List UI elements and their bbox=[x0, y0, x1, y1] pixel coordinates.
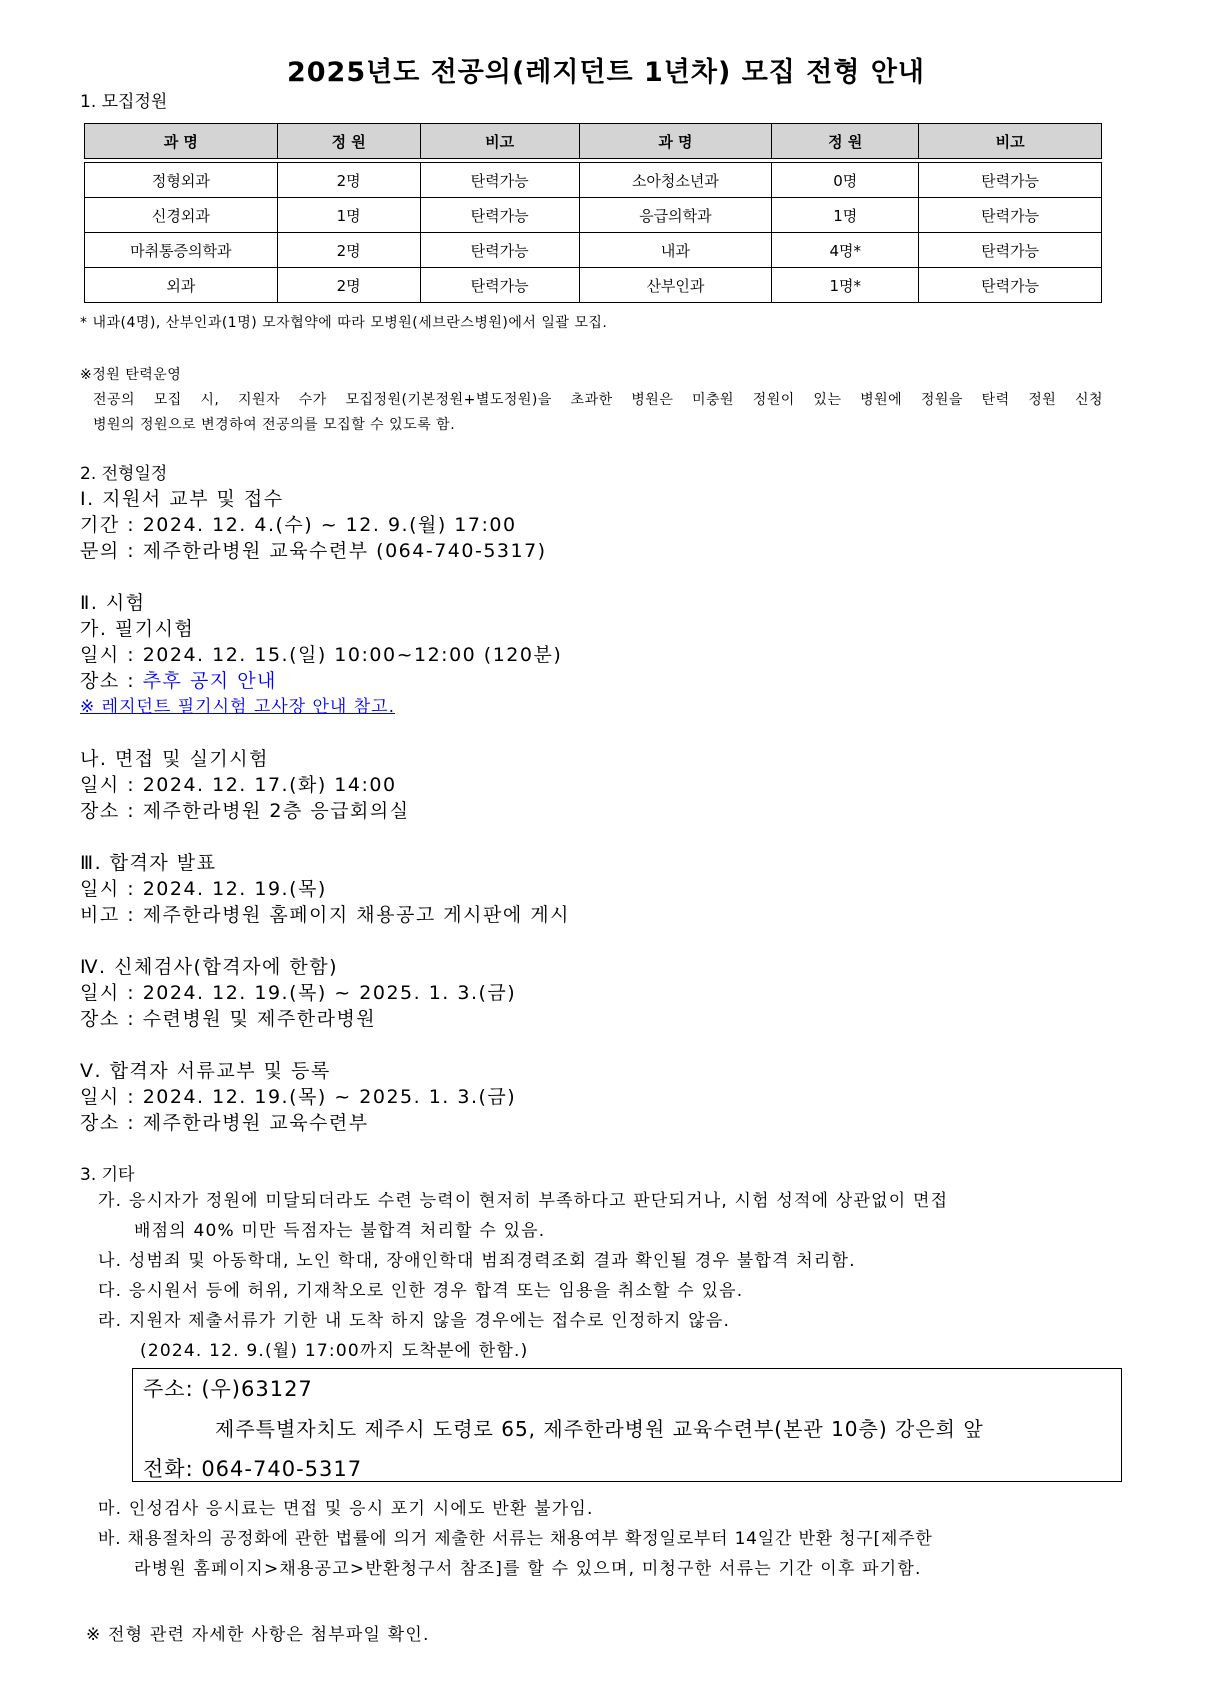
table-cell: 탄력가능 bbox=[919, 268, 1102, 303]
flex-operation-title: ※정원 탄력운영 bbox=[80, 367, 182, 383]
quota-footnote: * 내과(4명), 산부인과(1명) 모자협약에 따라 모병원(세브란스병원)에서 일괄 모집. bbox=[80, 315, 608, 331]
address-postcode: 주소: (우)63127 bbox=[143, 1377, 313, 1401]
address-line: 제주특별자치도 제주시 도령로 65, 제주한라병원 교육수련부(본관 10층) 강은희 앞 bbox=[215, 1417, 984, 1441]
note-ra-line-1: 라. 지원자 제출서류가 기한 내 도착 하지 않을 경우에는 접수로 인정하지 않음. bbox=[98, 1311, 731, 1331]
section-1-heading: 1. 모집정원 bbox=[80, 92, 168, 112]
table-row bbox=[85, 163, 1102, 198]
step-1-title: Ⅰ. 지원서 교부 및 접수 bbox=[80, 488, 284, 510]
physical-exam-place: 장소 : 수련병원 및 제주한라병원 bbox=[80, 1008, 377, 1030]
table-cell: 탄력가능 bbox=[420, 233, 579, 268]
exam-venue-link[interactable]: ※ 레지던트 필기시험 고사장 안내 참고. bbox=[80, 697, 395, 717]
table-cell: 탄력가능 bbox=[420, 268, 579, 303]
section-2-heading: 2. 전형일정 bbox=[80, 464, 168, 484]
flex-operation-text-2: 병원의 정원으로 변경하여 전공의를 모집할 수 있도록 함. bbox=[93, 417, 456, 433]
header-quota: 정 원 bbox=[277, 124, 420, 159]
interview-title: 나. 면접 및 실기시험 bbox=[80, 748, 269, 770]
table-cell: 0명 bbox=[772, 163, 919, 198]
step-3-title: Ⅲ. 합격자 발표 bbox=[80, 852, 217, 874]
note-ra-line-2: (2024. 12. 9.(월) 17:00까지 도착분에 한함.) bbox=[140, 1341, 529, 1361]
table-row bbox=[85, 268, 1102, 303]
written-exam-place-label: 장소 : bbox=[80, 670, 143, 692]
table-cell: 탄력가능 bbox=[919, 198, 1102, 233]
table-row bbox=[85, 198, 1102, 233]
note-da: 다. 응시원서 등에 허위, 기재착오로 인한 경우 합격 또는 임용을 취소할 수 있음. bbox=[98, 1281, 744, 1301]
address-phone: 전화: 064-740-5317 bbox=[143, 1457, 363, 1481]
section-3-heading: 3. 기타 bbox=[80, 1165, 135, 1185]
header-quota-2: 정 원 bbox=[772, 124, 919, 159]
step-4-title: Ⅳ. 신체검사(합격자에 한함) bbox=[80, 956, 339, 978]
table-cell: 2명 bbox=[277, 268, 420, 303]
step-1-contact: 문의 : 제주한라병원 교육수련부 (064-740-5317) bbox=[80, 540, 547, 562]
table-cell: 1명 bbox=[772, 198, 919, 233]
table-cell: 탄력가능 bbox=[420, 163, 579, 198]
table-cell: 산부인과 bbox=[579, 268, 772, 303]
note-ga-line-1: 가. 응시자가 정원에 미달되더라도 수련 능력이 현저히 부족하다고 판단되거나, 시험 성적에 상관없이 면접 bbox=[98, 1191, 949, 1211]
table-header-row bbox=[85, 124, 1102, 159]
note-ma: 마. 인성검사 응시료는 면접 및 응시 포기 시에도 반환 불가임. bbox=[98, 1499, 594, 1519]
step-2-title: Ⅱ. 시험 bbox=[80, 592, 146, 614]
table-cell: 탄력가능 bbox=[919, 233, 1102, 268]
final-note: ※ 전형 관련 자세한 사항은 첨부파일 확인. bbox=[86, 1625, 430, 1645]
step-5-title: Ⅴ. 합격자 서류교부 및 등록 bbox=[80, 1060, 331, 1082]
table-cell: 마취통증의학과 bbox=[85, 233, 278, 268]
header-dept-2: 과 명 bbox=[579, 124, 772, 159]
header-dept: 과 명 bbox=[85, 124, 278, 159]
table-cell: 2명 bbox=[277, 233, 420, 268]
flex-operation-text-1: 전공의 모집 시, 지원자 수가 모집정원(기본정원+별도정원)을 초과한 병원은 미충원 정원이 있는 병원에 정원을 탄력 정원 신청 bbox=[93, 392, 1103, 408]
header-note-2: 비고 bbox=[919, 124, 1102, 159]
table-cell: 탄력가능 bbox=[420, 198, 579, 233]
page-title: 2025년도 전공의(레지던트 1년차) 모집 전형 안내 bbox=[286, 57, 925, 88]
note-na: 나. 성범죄 및 아동학대, 노인 학대, 장애인학대 범죄경력조회 결과 확인될 경우 불합격 처리함. bbox=[98, 1251, 856, 1271]
interview-place: 장소 : 제주한라병원 2층 응급회의실 bbox=[80, 800, 410, 822]
table-cell: 소아청소년과 bbox=[579, 163, 772, 198]
table-cell: 응급의학과 bbox=[579, 198, 772, 233]
note-ba-line-2: 라병원 홈페이지>채용공고>반환청구서 참조]를 할 수 있으며, 미청구한 서류는 기간 이후 파기함. bbox=[134, 1559, 922, 1579]
registration-place: 장소 : 제주한라병원 교육수련부 bbox=[80, 1112, 369, 1134]
note-ba-line-1: 바. 채용절차의 공정화에 관한 법률에 의거 제출한 서류는 채용여부 확정일로부터 14일간 반환 청구[제주한 bbox=[98, 1529, 933, 1549]
interview-date: 일시 : 2024. 12. 17.(화) 14:00 bbox=[80, 774, 397, 796]
address-box bbox=[132, 1368, 1122, 1482]
table-cell: 4명* bbox=[772, 233, 919, 268]
written-exam-place bbox=[80, 666, 277, 693]
step-1-period: 기간 : 2024. 12. 4.(수) ~ 12. 9.(월) 17:00 bbox=[80, 514, 517, 536]
written-exam-place-value: 추후 공지 안내 bbox=[142, 670, 277, 692]
announcement-date: 일시 : 2024. 12. 19.(목) bbox=[80, 878, 327, 900]
header-note: 비고 bbox=[420, 124, 579, 159]
written-exam-date: 일시 : 2024. 12. 15.(일) 10:00~12:00 (120분) bbox=[80, 644, 563, 666]
note-ga-line-2: 배점의 40% 미만 득점자는 불합격 처리할 수 있음. bbox=[134, 1221, 546, 1241]
quota-table bbox=[84, 123, 1102, 303]
table-cell: 외과 bbox=[85, 268, 278, 303]
table-row bbox=[85, 233, 1102, 268]
registration-date: 일시 : 2024. 12. 19.(목) ~ 2025. 1. 3.(금) bbox=[80, 1086, 517, 1108]
announcement-note: 비고 : 제주한라병원 홈페이지 채용공고 게시판에 게시 bbox=[80, 904, 570, 926]
table-cell: 신경외과 bbox=[85, 198, 278, 233]
table-cell: 2명 bbox=[277, 163, 420, 198]
table-cell: 내과 bbox=[579, 233, 772, 268]
physical-exam-date: 일시 : 2024. 12. 19.(목) ~ 2025. 1. 3.(금) bbox=[80, 982, 517, 1004]
table-cell: 1명 bbox=[277, 198, 420, 233]
table-cell: 1명* bbox=[772, 268, 919, 303]
written-exam-title: 가. 필기시험 bbox=[80, 618, 195, 640]
table-cell: 탄력가능 bbox=[919, 163, 1102, 198]
table-cell: 정형외과 bbox=[85, 163, 278, 198]
